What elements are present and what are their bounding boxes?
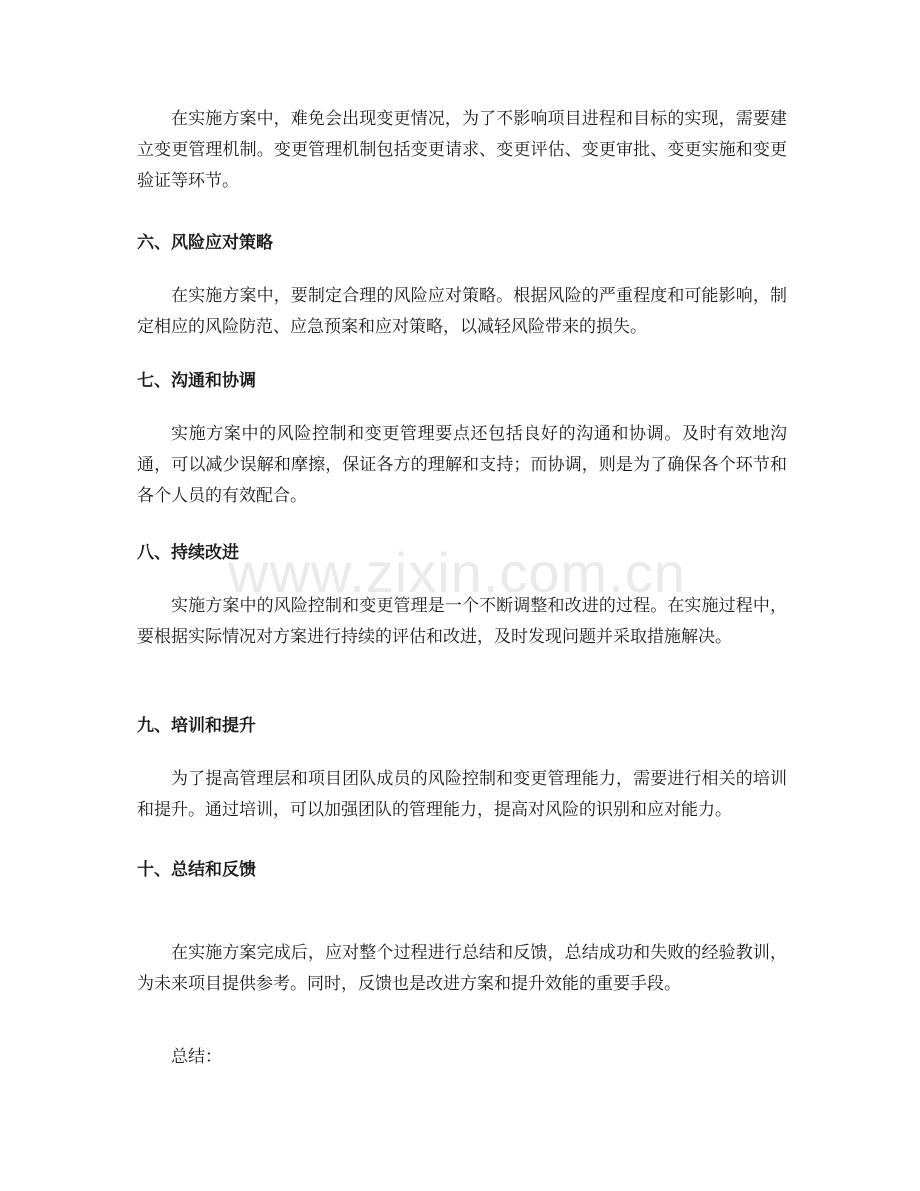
paragraph-text: 在实施方案中，难免会出现变更情况，为了不影响项目进程和目标的实现，需要建立变更管理机制。变更管理机制包括变更请求、变更评估、变更审批、变更实施和变更验证等环节。 — [137, 109, 787, 191]
heading-summary-feedback — [137, 857, 787, 883]
section-heading: 七、沟通和协调 — [137, 371, 256, 391]
heading-risk-strategy — [137, 230, 787, 256]
heading-communication — [137, 368, 787, 394]
paragraph-risk-strategy — [137, 281, 787, 343]
paragraph-training — [137, 764, 787, 826]
section-heading: 九、培训和提升 — [137, 716, 256, 736]
paragraph-text: 实施方案中的风险控制和变更管理要点还包括良好的沟通和协调。及时有效地沟通，可以减少误解和摩擦，保证各方的理解和支持；而协调，则是为了确保各个环节和各个人员的有效配合。 — [137, 424, 787, 506]
paragraph-text: 在实施方案中，要制定合理的风险应对策略。根据风险的严重程度和可能影响，制定相应的风险防范、应急预案和应对策略，以减轻风险带来的损失。 — [137, 286, 787, 337]
watermark-text: www.zixin.com.cn — [228, 541, 686, 604]
heading-training — [137, 713, 787, 739]
paragraph-text: 实施方案中的风险控制和变更管理是一个不断调整和改进的过程。在实施过程中，要根据实际情况对方案进行持续的评估和改进，及时发现问题并采取措施解决。 — [137, 596, 787, 647]
section-heading: 八、持续改进 — [137, 543, 239, 563]
paragraph-summary-feedback — [137, 938, 787, 1000]
paragraph-text: 为了提高管理层和项目团队成员的风险控制和变更管理能力，需要进行相关的培训和提升。通过培训，可以加强团队的管理能力，提高对风险的识别和应对能力。 — [137, 769, 787, 820]
section-heading: 六、风险应对策略 — [137, 233, 273, 253]
paragraph-text: 总结： — [171, 1047, 222, 1067]
paragraph-communication — [137, 419, 787, 512]
paragraph-change-mechanism — [137, 104, 787, 197]
section-heading: 十、总结和反馈 — [137, 860, 256, 880]
paragraph-text: 在实施方案完成后，应对整个过程进行总结和反馈，总结成功和失败的经验教训，为未来项目提供参考。同时，反馈也是改进方案和提升效能的重要手段。 — [137, 943, 787, 994]
paragraph-summary-label — [137, 1042, 787, 1073]
